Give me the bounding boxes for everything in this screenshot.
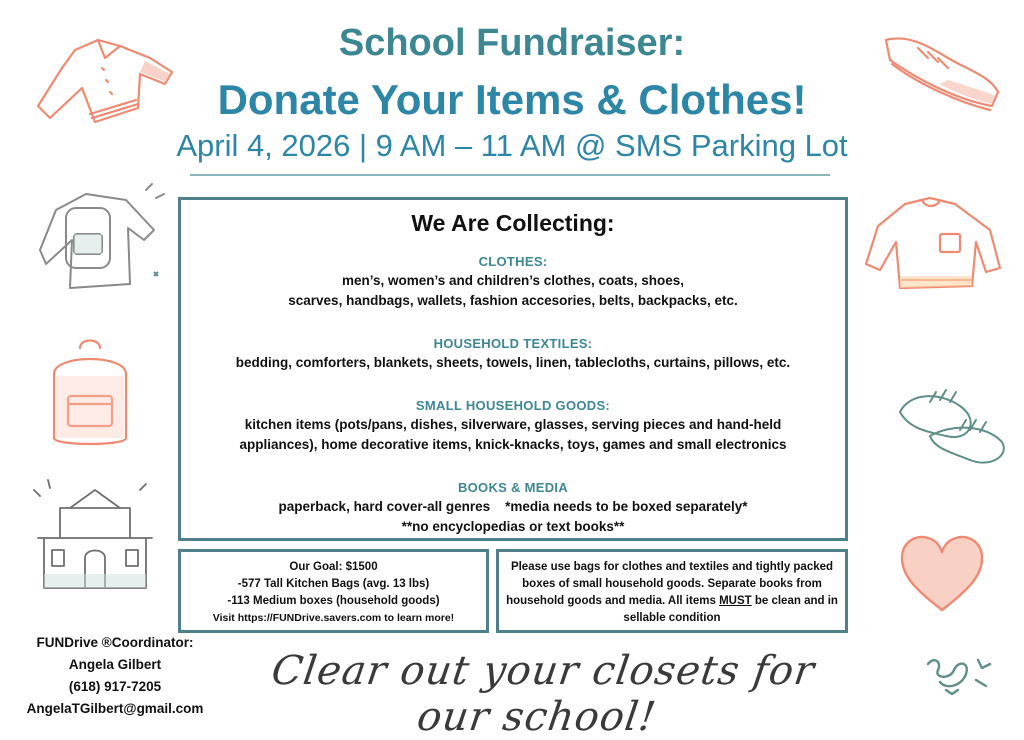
goal-bags: -577 Tall Kitchen Bags (avg. 13 lbs)	[237, 578, 430, 590]
collecting-box	[178, 197, 848, 541]
title-line-1: School Fundraiser:	[338, 22, 686, 64]
section-line: **no encyclopedias or text books**	[401, 519, 625, 534]
contact-phone: (618) 917-7205	[68, 679, 162, 694]
contact-email: AngelaTGilbert@gmail.com	[26, 701, 204, 716]
contact-block	[10, 632, 220, 720]
school-building-icon	[30, 478, 160, 598]
contact-role: FUNDrive ®Coordinator:	[36, 635, 194, 650]
sneaker-icon	[878, 30, 1008, 120]
flourish-icon	[920, 650, 1000, 700]
section-line: kitchen items (pots/pans, dishes, silverware, glasses, serving pieces and hand-held	[244, 417, 782, 432]
section-title-clothes: CLOTHES:	[478, 254, 548, 269]
jacket-backpack-icon	[36, 180, 176, 300]
instructions-box	[496, 549, 848, 633]
section-title-textiles: HOUSEHOLD TEXTILES:	[433, 336, 593, 351]
slippers-icon	[890, 372, 1014, 472]
slogan: Clear out your closets for our school!	[268, 648, 818, 740]
section-line: men’s, women’s and children’s clothes, coats, shoes,	[341, 273, 685, 288]
goal-box	[178, 549, 489, 633]
goal-amount: Our Goal: $1500	[289, 561, 378, 573]
sweatshirt-icon	[860, 190, 1010, 300]
backpack-icon	[40, 334, 140, 454]
instructions-emphasis: MUST	[719, 595, 752, 607]
sweater-icon	[20, 28, 180, 133]
collecting-heading: We Are Collecting:	[411, 210, 615, 236]
heart-icon	[896, 530, 988, 616]
section-line: bedding, comforters, blankets, sheets, towels, linen, tablecloths, curtains, pillows, etc.	[235, 355, 791, 370]
goal-boxes: -113 Medium boxes (household goods)	[227, 595, 440, 607]
section-title-books-media: BOOKS & MEDIA	[457, 480, 569, 495]
goal-website: Visit https://FUNDrive.savers.com to learn more!	[212, 612, 455, 624]
instructions-text: Please use bags for clothes and textiles and tightly packed boxes of small household goods. Separate books from household goods and media. All items	[506, 561, 834, 607]
instructions-text-end: be clean and in sellable condition	[623, 595, 838, 624]
event-details: April 4, 2026 | 9 AM – 11 AM @ SMS Parking Lot	[176, 128, 848, 163]
divider	[190, 174, 830, 176]
section-line: paperback, hard cover-all genres *media needs to be boxed separately*	[278, 499, 748, 514]
section-title-household-goods: SMALL HOUSEHOLD GOODS:	[415, 398, 611, 413]
contact-name: Angela Gilbert	[68, 657, 162, 672]
section-line: appliances), home decorative items, knick-knacks, toys, games and small electronics	[239, 437, 787, 452]
title-line-2: Donate Your Items & Clothes!	[217, 76, 807, 123]
section-line: scarves, handbags, wallets, fashion accesories, belts, backpacks, etc.	[288, 293, 738, 308]
